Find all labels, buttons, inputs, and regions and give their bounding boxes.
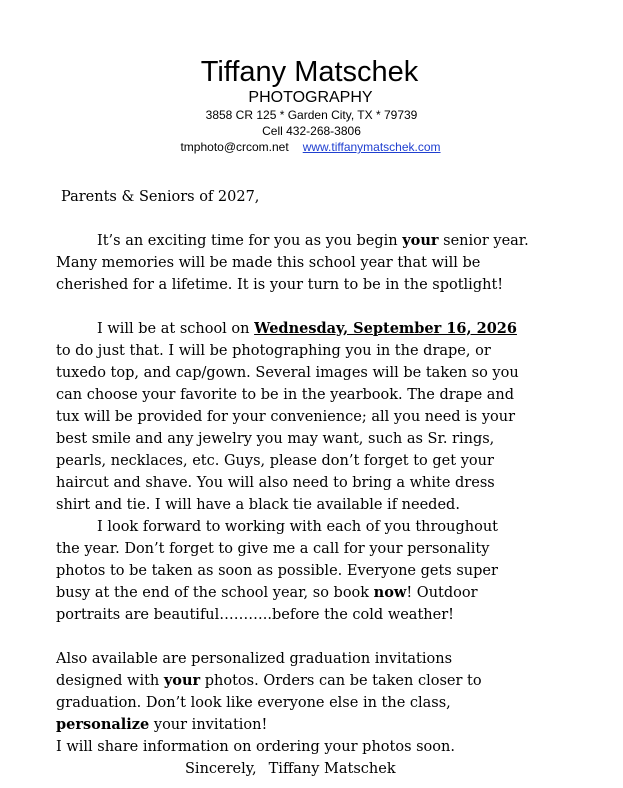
- text-line: cherished for a lifetime. It is your turn to be in the spotlight!: [56, 277, 504, 293]
- text-line: Many memories will be made this school year that will be: [56, 255, 481, 271]
- letterhead: [0, 56, 623, 155]
- paragraph-intro: [56, 230, 576, 296]
- text-line: tux will be provided for your convenience; all you need is your: [56, 409, 516, 425]
- picture-day-date: Wednesday, September 16, 2026: [254, 320, 517, 337]
- signature: Tiffany Matschek: [268, 761, 396, 777]
- text-line: portraits are beautiful………..before the cold weather!: [56, 607, 454, 623]
- paragraph-picture-day: [56, 318, 576, 516]
- text-line: busy at the end of the school year, so book now! Outdoor: [56, 584, 478, 601]
- salutation: Parents & Seniors of 2027,: [61, 189, 260, 205]
- text-line: tuxedo top, and cap/gown. Several images will be taken so you: [56, 365, 519, 381]
- text-line: I look forward to working with each of you throughout: [97, 519, 499, 535]
- paragraph-invitations: [56, 648, 576, 758]
- business-address: 3858 CR 125 * Garden City, TX * 79739: [205, 108, 418, 122]
- text-line: photos to be taken as soon as possible. Everyone gets super: [56, 563, 498, 579]
- emphasis-now: now: [373, 584, 407, 601]
- website-link[interactable]: www.tiffanymatschek.com: [302, 140, 441, 154]
- text-line: It’s an exciting time for you as you begin your senior year.: [97, 232, 529, 249]
- email-text: tmphoto@crcom.net: [180, 140, 289, 154]
- letter-body: [56, 186, 576, 780]
- text-line: the year. Don’t forget to give me a call for your personality: [56, 541, 490, 557]
- contact-line: [0, 139, 623, 155]
- business-phone: Cell 432-268-3806: [262, 124, 361, 138]
- text-line: graduation. Don’t look like everyone else in the class,: [56, 695, 451, 711]
- closing: Sincerely,: [185, 761, 257, 777]
- text-line: Also available are personalized graduation invitations: [56, 651, 453, 667]
- closing-line: [56, 758, 576, 780]
- photographer-name: Tiffany Matschek: [200, 56, 419, 88]
- paragraph-booking: [56, 516, 576, 626]
- text-line: haircut and shave. You will also need to bring a white dress: [56, 475, 495, 491]
- text-line: personalize your invitation!: [56, 716, 268, 733]
- text-line: can choose your favorite to be in the yearbook. The drape and: [56, 387, 515, 403]
- text-line: to do just that. I will be photographing you in the drape, or: [56, 343, 491, 359]
- emphasis-your: your: [163, 672, 201, 689]
- text-line: shirt and tie. I will have a black tie available if needed.: [56, 497, 460, 513]
- business-subtitle: PHOTOGRAPHY: [248, 89, 373, 106]
- emphasis-your: your: [402, 232, 439, 249]
- text-line: I will share information on ordering your photos soon.: [56, 739, 455, 755]
- text-line: designed with your photos. Orders can be taken closer to: [56, 672, 482, 689]
- text-line: I will be at school on Wednesday, September 16, 2026: [97, 320, 517, 337]
- text-line: pearls, necklaces, etc. Guys, please don’t forget to get your: [56, 453, 494, 469]
- text-line: best smile and any jewelry you may want, such as Sr. rings,: [56, 431, 495, 447]
- emphasis-personalize: personalize: [56, 716, 150, 733]
